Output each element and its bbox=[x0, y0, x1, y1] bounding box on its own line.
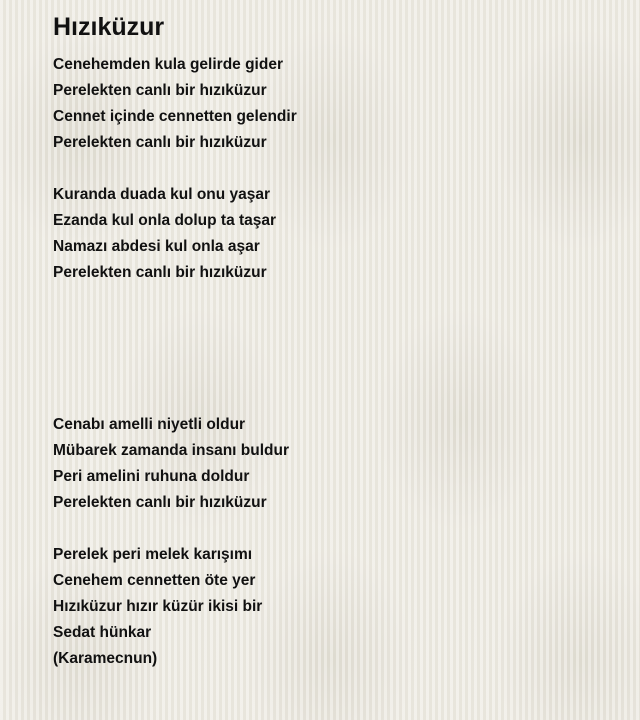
poem-line: Perelekten canlı bir hızıküzur bbox=[53, 134, 267, 151]
poem-line: Perelekten canlı bir hızıküzur bbox=[53, 264, 267, 281]
poem-line: Perelekten canlı bir hızıküzur bbox=[53, 82, 267, 99]
poem-line: Perelek peri melek karışımı bbox=[53, 546, 253, 563]
poem-line: Hızıküzur hızır küzür ikisi bir bbox=[53, 598, 263, 615]
poem-line: Peri amelini ruhuna doldur bbox=[53, 468, 250, 485]
stanza-4 bbox=[53, 542, 262, 672]
stanza-2 bbox=[53, 182, 276, 286]
poem-line: Cenehemden kula gelirde gider bbox=[53, 56, 283, 73]
poem-line: Cenabı amelli niyetli oldur bbox=[53, 416, 246, 433]
stanza-3 bbox=[53, 412, 289, 516]
poem-author: Sedat hünkar bbox=[53, 624, 152, 641]
poem-line: Perelekten canlı bir hızıküzur bbox=[53, 494, 267, 511]
poem-line: Cenehem cennetten öte yer bbox=[53, 572, 256, 589]
poem-author-pseudonym: (Karamecnun) bbox=[53, 650, 158, 667]
poem-line: Ezanda kul onla dolup ta taşar bbox=[53, 212, 277, 229]
poem-line: Cennet içinde cennetten gelendir bbox=[53, 108, 297, 125]
stanza-1 bbox=[53, 52, 297, 156]
poem-line: Mübarek zamanda insanı buldur bbox=[53, 442, 289, 459]
poem-title: Hızıküzur bbox=[53, 13, 165, 41]
poem-line: Kuranda duada kul onu yaşar bbox=[53, 186, 271, 203]
poem-line: Namazı abdesi kul onla aşar bbox=[53, 238, 260, 255]
